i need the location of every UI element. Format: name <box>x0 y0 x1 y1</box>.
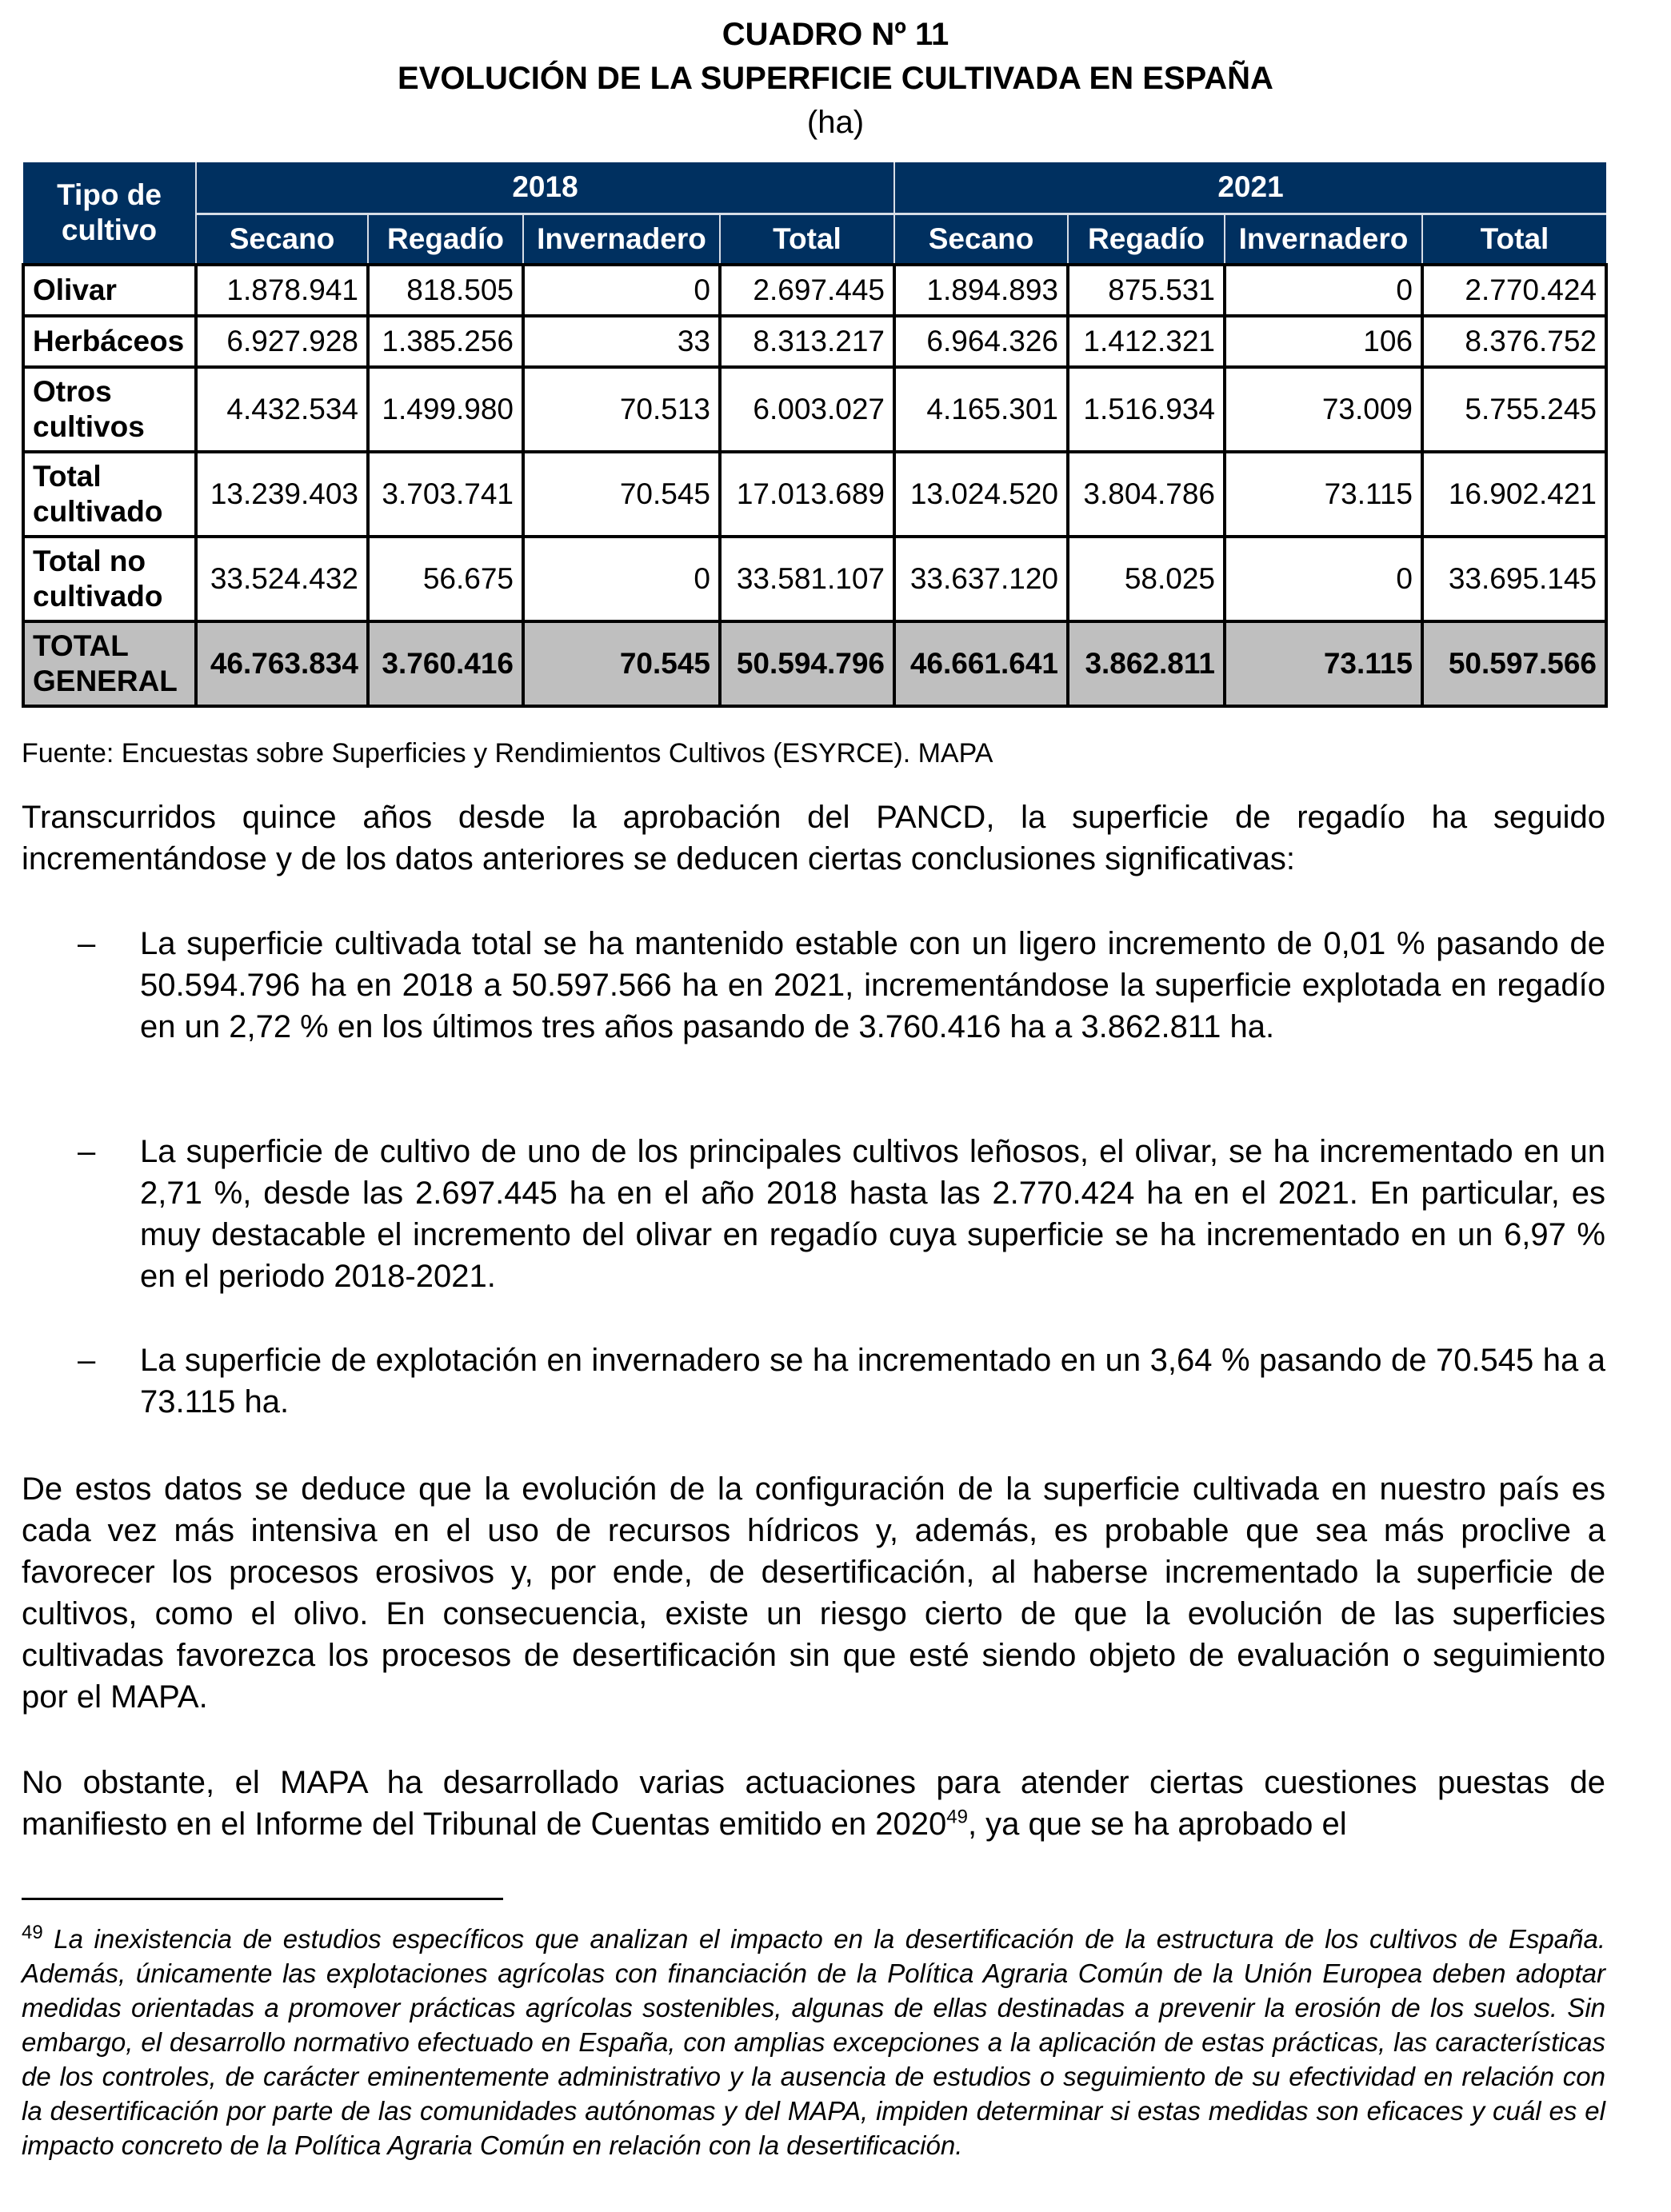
column-header: Secano <box>196 214 368 265</box>
table-cell: 70.513 <box>523 367 720 452</box>
table-cell: 6.927.928 <box>196 316 368 367</box>
table-cell: 5.755.245 <box>1422 367 1606 452</box>
total-general-row <box>23 621 1606 706</box>
footnote-divider <box>22 1898 503 1900</box>
table-cell: 46.661.641 <box>894 621 1068 706</box>
table-cell: 1.499.980 <box>368 367 523 452</box>
column-header: Secano <box>894 214 1068 265</box>
table-cell: 50.597.566 <box>1422 621 1606 706</box>
table-cell: 1.385.256 <box>368 316 523 367</box>
table-cell: 33.695.145 <box>1422 537 1606 621</box>
table-cell: 33.637.120 <box>894 537 1068 621</box>
table-row <box>23 265 1606 316</box>
table-cell: 73.115 <box>1225 452 1422 537</box>
table-cell: 3.760.416 <box>368 621 523 706</box>
table-cell: 0 <box>523 265 720 316</box>
final-paragraph-text-end: , ya que se ha aprobado el <box>967 1807 1347 1842</box>
table-cell: 4.432.534 <box>196 367 368 452</box>
bullet-text: La superficie de explotación en invernadero se ha incrementado en un 3,64 % pasando de 70.545 ha a 73.115 ha. <box>140 1343 1605 1419</box>
bullet-text: La superficie de cultivo de uno de los principales cultivos leñosos, el olivar, se ha incrementado en un 2,71 %, desde las 2.697.445 ha en el año 2018 hasta las 2.770.424 ha en el 2021. En particular, es muy destacable el incremento del olivar en regadío cuya superficie se ha incrementado en un 6,97 % en el periodo 2018-2021. <box>140 1134 1605 1294</box>
final-paragraph <box>22 1762 1605 1845</box>
row-header-label: Tipo de cultivo <box>23 162 196 265</box>
unit-label: (ha) <box>806 105 865 140</box>
column-header: Total <box>720 214 894 265</box>
table-cell: 1.878.941 <box>196 265 368 316</box>
table-row <box>23 316 1606 367</box>
footnote <box>22 1922 1605 2162</box>
table-cell: 6.964.326 <box>894 316 1068 367</box>
dash-bullet-icon: – <box>78 926 96 961</box>
table-cell: 0 <box>1225 265 1422 316</box>
year-header-2021: 2021 <box>894 162 1606 214</box>
dash-bullet-icon: – <box>78 1343 96 1378</box>
conclusion-paragraph: De estos datos se deduce que la evolución de la configuración de la superficie cultivada en nuestro país es cada vez más intensiva en el uso de recursos hídricos y, además, es probable que sea más proclive a favorecer los procesos erosivos y, por ende, de desertificación, al haberse incrementado la superficie de cultivos, como el olivo. En consecuencia, existe un riesgo cierto de que la evolución de las superficies cultivadas favorezca los procesos de desertificación sin que esté siendo objeto de evaluación o seguimiento por el MAPA. <box>22 1471 1605 1715</box>
cultivated-area-table <box>22 162 1608 708</box>
table-row <box>23 367 1606 452</box>
table-cell: 2.697.445 <box>720 265 894 316</box>
table-cell: 3.862.811 <box>1068 621 1225 706</box>
row-label: Total cultivado <box>23 452 196 537</box>
table-cell: 13.024.520 <box>894 452 1068 537</box>
footnote-number: 49 <box>22 1922 43 1943</box>
table-cell: 46.763.834 <box>196 621 368 706</box>
table-number-title: CUADRO Nº 11 <box>722 17 949 52</box>
column-header: Regadío <box>1068 214 1225 265</box>
table-cell: 0 <box>1225 537 1422 621</box>
table-cell: 33.524.432 <box>196 537 368 621</box>
table-cell: 1.412.321 <box>1068 316 1225 367</box>
table-cell: 50.594.796 <box>720 621 894 706</box>
row-label: Olivar <box>23 265 196 316</box>
column-header: Regadío <box>368 214 523 265</box>
row-label: Otros cultivos <box>23 367 196 452</box>
table-cell: 17.013.689 <box>720 452 894 537</box>
table-cell: 73.115 <box>1225 621 1422 706</box>
table-cell: 6.003.027 <box>720 367 894 452</box>
table-cell: 33.581.107 <box>720 537 894 621</box>
table-title: EVOLUCIÓN DE LA SUPERFICIE CULTIVADA EN ESPAÑA <box>398 61 1273 96</box>
row-label: Total no cultivado <box>23 537 196 621</box>
intro-paragraph: Transcurridos quince años desde la aprobación del PANCD, la superficie de regadío ha seguido incrementándose y de los datos anteriores se deducen ciertas conclusiones significativas: <box>22 800 1605 876</box>
table-cell: 1.894.893 <box>894 265 1068 316</box>
table-cell: 13.239.403 <box>196 452 368 537</box>
column-header: Total <box>1422 214 1606 265</box>
final-paragraph-text: No obstante, el MAPA ha desarrollado varias actuaciones para atender ciertas cuestiones puestas de manifiesto en el Informe del Tribunal de Cuentas emitido en 2020 <box>22 1765 1605 1842</box>
table-cell: 106 <box>1225 316 1422 367</box>
table-cell: 70.545 <box>523 452 720 537</box>
column-header: Invernadero <box>1225 214 1422 265</box>
table-cell: 8.313.217 <box>720 316 894 367</box>
table-cell: 70.545 <box>523 621 720 706</box>
table-row <box>23 452 1606 537</box>
table-row <box>23 537 1606 621</box>
table-cell: 58.025 <box>1068 537 1225 621</box>
table-cell: 73.009 <box>1225 367 1422 452</box>
table-cell: 818.505 <box>368 265 523 316</box>
dash-bullet-icon: – <box>78 1134 96 1169</box>
table-cell: 875.531 <box>1068 265 1225 316</box>
table-cell: 3.804.786 <box>1068 452 1225 537</box>
table-cell: 16.902.421 <box>1422 452 1606 537</box>
bullet-text: La superficie cultivada total se ha mantenido estable con un ligero incremento de 0,01 % pasando de 50.594.796 ha en 2018 a 50.597.566 ha en 2021, incrementándose la superficie explotada en regadío en un 2,72 % en los últimos tres años pasando de 3.760.416 ha a 3.862.811 ha. <box>140 926 1605 1044</box>
table-cell: 8.376.752 <box>1422 316 1606 367</box>
table-cell: 33 <box>523 316 720 367</box>
table-cell: 56.675 <box>368 537 523 621</box>
table-cell: 1.516.934 <box>1068 367 1225 452</box>
footnote-reference-link[interactable]: 49 <box>946 1806 968 1828</box>
table-cell: 2.770.424 <box>1422 265 1606 316</box>
column-header: Invernadero <box>523 214 720 265</box>
row-label: Herbáceos <box>23 316 196 367</box>
year-header-2018: 2018 <box>196 162 894 214</box>
table-source-note: Fuente: Encuestas sobre Superficies y Rendimientos Cultivos (ESYRCE). MAPA <box>22 738 993 769</box>
table-cell: 0 <box>523 537 720 621</box>
table-cell: 3.703.741 <box>368 452 523 537</box>
footnote-text: La inexistencia de estudios específicos que analizan el impacto en la desertificación de la estructura de los cultivos de España. Además, únicamente las explotaciones agrícolas con financiación de la Política Agraria Común de la Unión Europea deben adoptar medidas orientadas a promover prácticas agrícolas sostenibles, algunas de ellas destinadas a prevenir la erosión de los suelos. Sin embargo, el desarrollo normativo efectuado en España, con amplias excepciones a la aplicación de estas prácticas, las características de los controles, de carácter eminentemente administrativo y la ausencia de estudios o seguimiento de su efectividad en relación con la desertificación por parte de las comunidades autónomas y del MAPA, impiden determinar si estas medidas son eficaces y cuál es el impacto concreto de la Política Agraria Común en relación con la desertificación. <box>22 1924 1605 2160</box>
table-cell: 4.165.301 <box>894 367 1068 452</box>
row-label: TOTAL GENERAL <box>23 621 196 706</box>
